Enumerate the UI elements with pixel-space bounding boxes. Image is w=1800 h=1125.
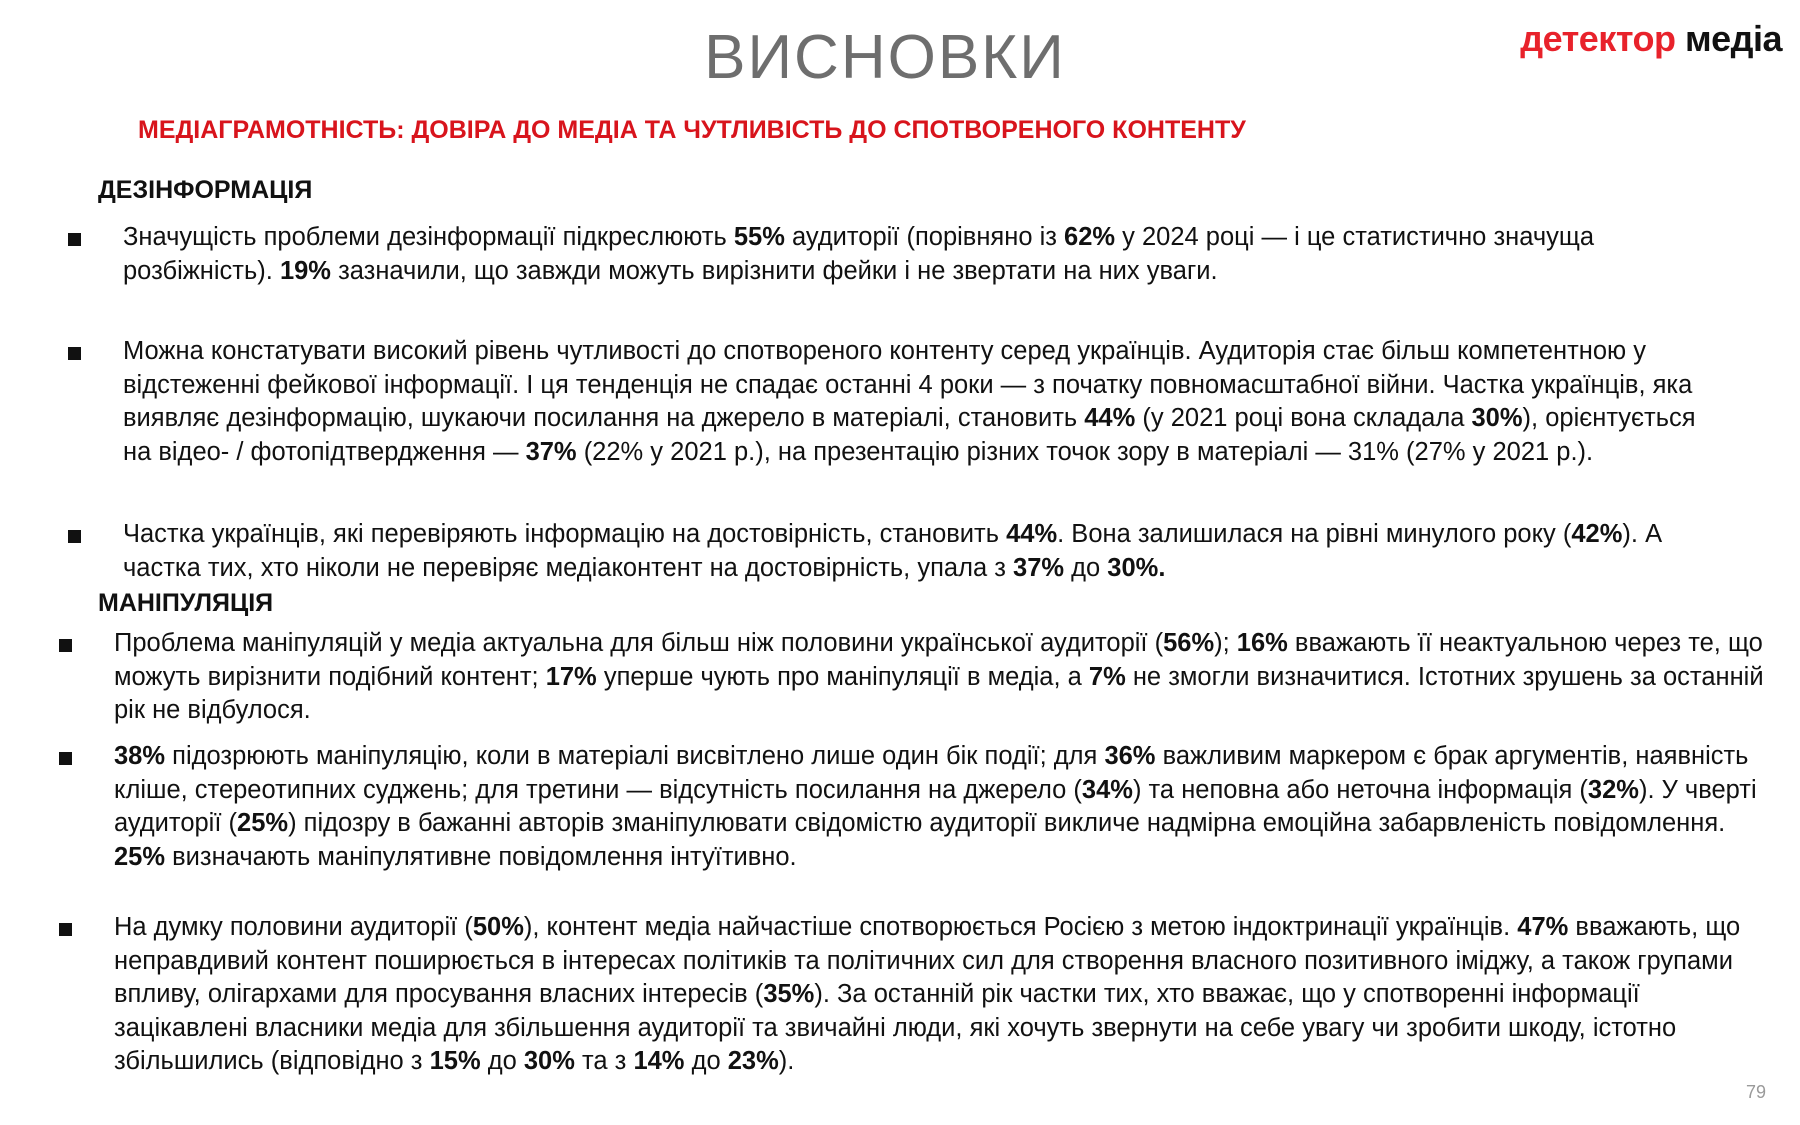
bullet-text: Можна констатувати високий рівень чутливості до спотвореного контенту серед українців. Аудиторія стає більш компетентною у відстеженні фейкової інформації. І ця тенденція не спадає останні 4 роки — з початку повномасштабної війни. Частка українців, яка виявляє дезінформацію, шукаючи посилання на джерело в матеріалі, становить 44% (у 2021 році вона складала 30%), орієнтується на відео- / фотопідтвердження — 37% (22% у 2021 р.), на презентацію різних точок зору в матеріалі — 31% (27% у 2021 р.). (123, 337, 1696, 466)
section-subtitle: МЕДІАГРАМОТНІСТЬ: ДОВІРА ДО МЕДІА ТА ЧУТЛИВІСТЬ ДО СПОТВОРЕНОГО КОНТЕНТУ (138, 116, 1246, 144)
list-item (68, 335, 1708, 469)
list-item (59, 627, 1779, 728)
list-item (59, 740, 1769, 874)
list-item (68, 518, 1708, 585)
bullet-square-icon (68, 347, 81, 360)
bullet-text: 38% підозрюють маніпуляцію, коли в матеріалі висвітлено лише один бік події; для 36% важливим маркером є брак аргументів, наявність кліше, стереотипних суджень; для третини — відсутність посилання на джерело (34%) та неповна або неточна інформація (32%). У чверті аудиторії (25%) підозру в бажанні авторів зманіпулювати свідомістю аудиторії викличе надмірна емоційна забарвленість повідомлення. 25% визначають маніпулятивне повідомлення інтуїтивно. (114, 742, 1757, 871)
list-item (59, 911, 1779, 1079)
page-title: ВИСНОВКИ (704, 23, 1066, 92)
logo-part-detector: детектор (1520, 18, 1676, 59)
bullet-square-icon (59, 923, 72, 936)
bullet-text: Частка українців, які перевіряють інформацію на достовірність, становить 44%. Вона залишилася на рівні минулого року (42%). А частка тих, хто ніколи не перевіряє медіаконтент на достовірність, упала з 37% до 30%. (123, 520, 1663, 582)
bullet-square-icon (68, 233, 81, 246)
list-item (68, 221, 1688, 288)
page-number: 79 (1745, 1082, 1766, 1102)
bullet-text: Проблема маніпуляцій у медіа актуальна для більш ніж половини української аудиторії (56%); 16% вважають її неактуальною через те, що можуть вирізнити подібний контент; 17% уперше чують про маніпуляції в медіа, а 7% не змогли визначитися. Істотних зрушень за останній рік не відбулося. (114, 629, 1764, 724)
heading-manipulation: МАНІПУЛЯЦІЯ (98, 589, 274, 617)
bullet-square-icon (59, 752, 72, 765)
bullet-text: На думку половини аудиторії (50%), контент медіа найчастіше спотворюється Росією з метою індоктринації українців. 47% вважають, що неправдивий контент поширюється в інтересах політиків та політичних сил для створення власного позитивного іміджу, а також групами впливу, олігархами для просування власних інтересів (35%). За останній рік частки тих, хто вважає, що у спотворенні інформації зацікавлені власники медіа для збільшення аудиторії та звичайні люди, які хочуть звернути на себе увагу чи зробити шкоду, істотно збільшились (відповідно з 15% до 30% та з 14% до 23%). (114, 913, 1741, 1075)
bullet-text: Значущість проблеми дезінформації підкреслюють 55% аудиторії (порівняно із 62% у 2024 році — і це статистично значуща розбіжність). 19% зазначили, що завжди можуть вирізнити фейки і не звертати на них уваги. (123, 223, 1595, 285)
brand-logo (1520, 18, 1782, 60)
heading-disinformation: ДЕЗІНФОРМАЦІЯ (98, 176, 313, 204)
logo-part-media: медіа (1675, 18, 1782, 59)
bullet-square-icon (59, 639, 72, 652)
bullet-square-icon (68, 530, 81, 543)
